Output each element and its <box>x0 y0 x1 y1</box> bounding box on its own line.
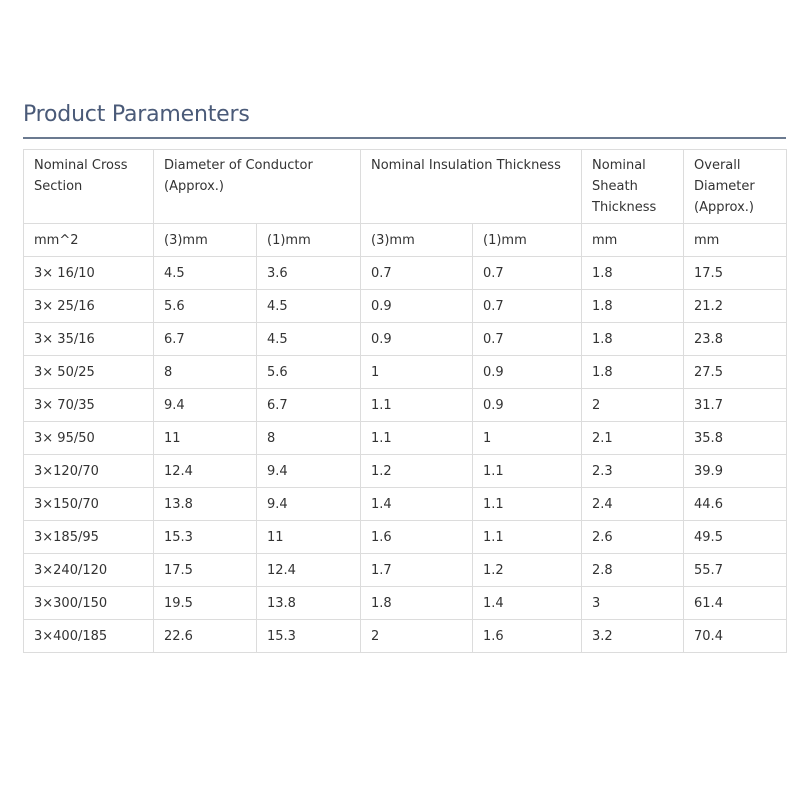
table-cell: 4.5 <box>257 290 361 323</box>
table-cell: 0.7 <box>361 257 473 290</box>
header-nominal-insulation-thickness: Nominal Insulation Thickness <box>361 150 582 224</box>
table-cell: 1.1 <box>361 389 473 422</box>
header-diameter-of-conductor: Diameter of Conductor (Approx.) <box>154 150 361 224</box>
table-cell: 70.4 <box>684 620 787 653</box>
table-cell: 3× 95/50 <box>24 422 154 455</box>
table-cell: 23.8 <box>684 323 787 356</box>
table-cell: 12.4 <box>257 554 361 587</box>
title-divider <box>23 137 786 139</box>
table-cell: 13.8 <box>257 587 361 620</box>
table-row <box>24 488 787 521</box>
table-cell: 55.7 <box>684 554 787 587</box>
table-cell: 6.7 <box>257 389 361 422</box>
table-row <box>24 521 787 554</box>
table-cell: 12.4 <box>154 455 257 488</box>
table-cell: 1.8 <box>582 290 684 323</box>
table-cell: 15.3 <box>257 620 361 653</box>
table-cell: 6.7 <box>154 323 257 356</box>
header-nominal-sheath-thickness: Nominal Sheath Thickness <box>582 150 684 224</box>
table-cell: 1.1 <box>473 488 582 521</box>
table-body <box>24 150 787 653</box>
table-cell: 22.6 <box>154 620 257 653</box>
table-cell: 1 <box>473 422 582 455</box>
table-row <box>24 290 787 323</box>
unit-cell: mm <box>684 224 787 257</box>
table-cell: 1.6 <box>361 521 473 554</box>
unit-cell: (1)mm <box>257 224 361 257</box>
unit-cell: mm <box>582 224 684 257</box>
table-cell: 4.5 <box>257 323 361 356</box>
table-row <box>24 554 787 587</box>
table-row <box>24 389 787 422</box>
units-row <box>24 224 787 257</box>
table-cell: 3×150/70 <box>24 488 154 521</box>
table-cell: 1 <box>361 356 473 389</box>
table-cell: 0.9 <box>473 389 582 422</box>
table-cell: 2.8 <box>582 554 684 587</box>
table-cell: 3×400/185 <box>24 620 154 653</box>
table-cell: 3× 50/25 <box>24 356 154 389</box>
unit-cell: (3)mm <box>154 224 257 257</box>
table-cell: 9.4 <box>257 455 361 488</box>
table-row <box>24 587 787 620</box>
table-cell: 0.7 <box>473 323 582 356</box>
table-cell: 0.9 <box>361 323 473 356</box>
table-cell: 1.1 <box>361 422 473 455</box>
table-cell: 3× 35/16 <box>24 323 154 356</box>
table-cell: 11 <box>257 521 361 554</box>
table-cell: 15.3 <box>154 521 257 554</box>
table-cell: 1.8 <box>582 356 684 389</box>
table-cell: 2.6 <box>582 521 684 554</box>
table-cell: 1.6 <box>473 620 582 653</box>
table-cell: 0.9 <box>473 356 582 389</box>
table-cell: 0.9 <box>361 290 473 323</box>
table-cell: 3× 16/10 <box>24 257 154 290</box>
table-cell: 1.2 <box>473 554 582 587</box>
table-cell: 21.2 <box>684 290 787 323</box>
table-header-row <box>24 150 787 224</box>
table-cell: 11 <box>154 422 257 455</box>
table-cell: 2.1 <box>582 422 684 455</box>
table-cell: 8 <box>257 422 361 455</box>
table-cell: 1.8 <box>582 323 684 356</box>
section-title: Product Paramenters <box>23 102 250 127</box>
table-cell: 39.9 <box>684 455 787 488</box>
table-cell: 0.7 <box>473 290 582 323</box>
table-cell: 2.3 <box>582 455 684 488</box>
table-row <box>24 620 787 653</box>
table-cell: 31.7 <box>684 389 787 422</box>
table-row <box>24 455 787 488</box>
table-cell: 1.1 <box>473 521 582 554</box>
table-cell: 44.6 <box>684 488 787 521</box>
unit-cell: (3)mm <box>361 224 473 257</box>
unit-cell: (1)mm <box>473 224 582 257</box>
table-cell: 1.4 <box>361 488 473 521</box>
header-nominal-cross-section: Nominal Cross Section <box>24 150 154 224</box>
table-cell: 1.7 <box>361 554 473 587</box>
table-row <box>24 257 787 290</box>
table-cell: 1.4 <box>473 587 582 620</box>
table-cell: 35.8 <box>684 422 787 455</box>
table-cell: 13.8 <box>154 488 257 521</box>
table-cell: 3×300/150 <box>24 587 154 620</box>
table-cell: 3.6 <box>257 257 361 290</box>
table-cell: 2 <box>361 620 473 653</box>
table-row <box>24 323 787 356</box>
table-cell: 3× 70/35 <box>24 389 154 422</box>
table-cell: 17.5 <box>684 257 787 290</box>
parameters-table <box>23 149 787 653</box>
table-cell: 9.4 <box>257 488 361 521</box>
table-cell: 3.2 <box>582 620 684 653</box>
table-cell: 8 <box>154 356 257 389</box>
table-cell: 1.8 <box>361 587 473 620</box>
table-cell: 0.7 <box>473 257 582 290</box>
table-cell: 1.1 <box>473 455 582 488</box>
table-cell: 3×240/120 <box>24 554 154 587</box>
table-cell: 61.4 <box>684 587 787 620</box>
table-cell: 4.5 <box>154 257 257 290</box>
unit-cell: mm^2 <box>24 224 154 257</box>
table-cell: 2.4 <box>582 488 684 521</box>
table-cell: 2 <box>582 389 684 422</box>
table-cell: 19.5 <box>154 587 257 620</box>
table-row <box>24 356 787 389</box>
table-cell: 9.4 <box>154 389 257 422</box>
table-cell: 1.8 <box>582 257 684 290</box>
product-parameters-section <box>23 98 786 653</box>
table-cell: 3 <box>582 587 684 620</box>
table-cell: 49.5 <box>684 521 787 554</box>
table-cell: 3×185/95 <box>24 521 154 554</box>
table-cell: 17.5 <box>154 554 257 587</box>
table-cell: 5.6 <box>154 290 257 323</box>
header-overall-diameter: Overall Diameter (Approx.) <box>684 150 787 224</box>
table-cell: 3×120/70 <box>24 455 154 488</box>
table-cell: 1.2 <box>361 455 473 488</box>
table-cell: 27.5 <box>684 356 787 389</box>
table-cell: 5.6 <box>257 356 361 389</box>
table-row <box>24 422 787 455</box>
table-cell: 3× 25/16 <box>24 290 154 323</box>
